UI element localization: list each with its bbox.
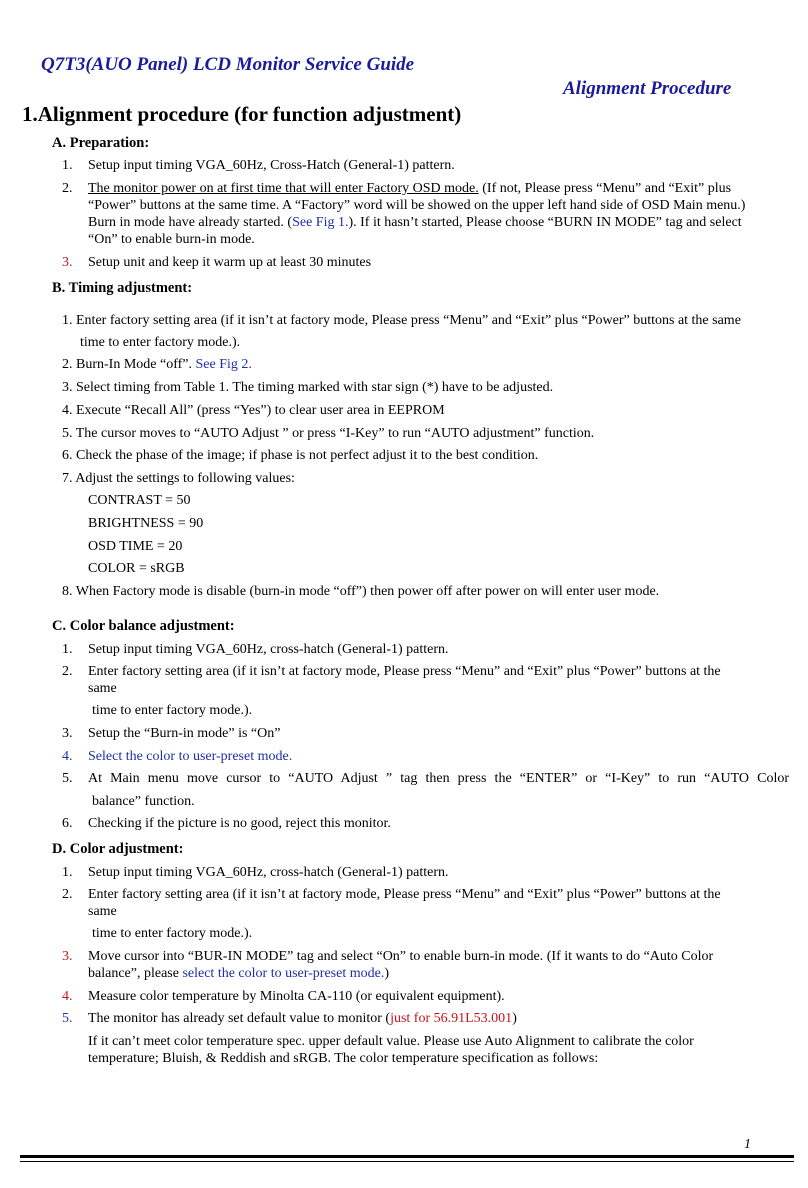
- list-item: 5. The cursor moves to “AUTO Adjust ” or press “I-Key” to run “AUTO adjustment” function.: [62, 426, 595, 441]
- text: Burn in mode have already started. (: [88, 215, 293, 230]
- main-heading: 1.Alignment procedure (for function adjustment): [22, 102, 462, 126]
- list-item: 1. Enter factory setting area (if it isn’t at factory mode, Please press “Menu” and “Exit” plus “Power” buttons at the same: [62, 313, 741, 328]
- list-item: [62, 356, 252, 373]
- list-item: Enter factory setting area (if it isn’t at factory mode, Please press “Menu” and “Exit” plus “Power” buttons at the: [88, 664, 721, 679]
- list-item: 7. Adjust the settings to following values:: [62, 471, 295, 486]
- list-item-cont: “On” to enable burn-in mode.: [88, 232, 255, 247]
- list-number: 1.: [62, 158, 73, 173]
- list-item: 6. Check the phase of the image; if phase is not perfect adjust it to the best condition.: [62, 448, 539, 463]
- list-item: 3. Select timing from Table 1. The timing marked with star sign (*) have to be adjusted.: [62, 380, 554, 395]
- highlight-text: select the color to user-preset mode.: [182, 966, 385, 981]
- fig-2-reference: See Fig 2.: [195, 357, 252, 372]
- list-item-cont: “Power” buttons at the same time. A “Factory” word will be showed on the upper left hand side of OSD Main menu.): [88, 198, 746, 213]
- list-number: 2.: [62, 664, 73, 679]
- list-item-cont: [88, 965, 389, 982]
- text: ): [384, 966, 389, 981]
- list-number: 3.: [62, 726, 73, 741]
- list-item-cont: temperature; Bluish, & Reddish and sRGB. The color temperature specification as follows:: [88, 1051, 599, 1066]
- list-item-cont: time to enter factory mode.).: [92, 703, 253, 718]
- list-item-cont: balance” function.: [92, 794, 195, 809]
- list-item: 8. When Factory mode is disable (burn-in mode “off”) then power off after power on will enter user mode.: [62, 584, 660, 599]
- list-item-cont: same: [88, 904, 117, 919]
- list-item: [88, 1010, 517, 1027]
- list-number: 3.: [62, 255, 73, 270]
- text: balance”, please: [88, 966, 183, 981]
- underlined-text: The monitor power on at first time that will enter Factory OSD mode.: [88, 181, 479, 196]
- document-title: Q7T3(AUO Panel) LCD Monitor Service Guide: [41, 54, 415, 75]
- document-section-title: Alignment Procedure: [563, 78, 732, 99]
- list-item: Measure color temperature by Minolta CA-110 (or equivalent equipment).: [88, 989, 505, 1004]
- fig-1-reference: See Fig 1.: [292, 215, 349, 230]
- list-number: 4.: [62, 989, 73, 1004]
- list-item-cont: time to enter factory mode.).: [92, 926, 253, 941]
- section-d-title: D. Color adjustment:: [52, 841, 184, 857]
- list-item: Setup the “Burn-in mode” is “On”: [88, 726, 281, 741]
- list-item: Select the color to user-preset mode.: [88, 749, 293, 764]
- section-c-title: C. Color balance adjustment:: [52, 618, 235, 634]
- list-item: At Main menu move cursor to “AUTO Adjust ” tag then press the “ENTER” or “I-Key” to run “AUTO Color: [88, 771, 789, 786]
- list-number: 2.: [62, 181, 73, 196]
- list-item: Setup input timing VGA_60Hz, Cross-Hatch (General-1) pattern.: [88, 158, 455, 173]
- setting-value: CONTRAST = 50: [88, 493, 191, 508]
- list-item: Checking if the picture is no good, reject this monitor.: [88, 816, 391, 831]
- footer-rule: [20, 1161, 794, 1162]
- list-number: 4.: [62, 749, 73, 764]
- list-number: 5.: [62, 1011, 73, 1026]
- list-number: 6.: [62, 816, 73, 831]
- setting-value: OSD TIME = 20: [88, 539, 183, 554]
- list-item-cont: [88, 214, 742, 231]
- list-item: Setup input timing VGA_60Hz, cross-hatch (General-1) pattern.: [88, 642, 449, 657]
- list-number: 1.: [62, 865, 73, 880]
- highlight-text: just for 56.91L53.001: [390, 1011, 513, 1026]
- list-item: Move cursor into “BUR-IN MODE” tag and select “On” to enable burn-in mode. (If it wants to do “Auto Color: [88, 949, 714, 964]
- list-number: 5.: [62, 771, 73, 786]
- text: ). If it hasn’t started, Please choose “BURN IN MODE” tag and select: [348, 215, 742, 230]
- list-item: 4. Execute “Recall All” (press “Yes”) to clear user area in EEPROM: [62, 403, 445, 418]
- section-b-title: B. Timing adjustment:: [52, 280, 193, 296]
- list-item-cont: same: [88, 681, 117, 696]
- footer-rule: [20, 1155, 794, 1158]
- list-item: Setup unit and keep it warm up at least 30 minutes: [88, 255, 372, 270]
- list-item: [88, 180, 731, 197]
- setting-value: COLOR = sRGB: [88, 561, 185, 576]
- setting-value: BRIGHTNESS = 90: [88, 516, 204, 531]
- page-number: 1: [744, 1137, 751, 1152]
- list-number: 3.: [62, 949, 73, 964]
- list-item: Setup input timing VGA_60Hz, cross-hatch (General-1) pattern.: [88, 865, 449, 880]
- list-number: 1.: [62, 642, 73, 657]
- text: 2. Burn-In Mode “off”.: [62, 357, 196, 372]
- text: (If not, Please press “Menu” and “Exit” plus: [478, 181, 732, 196]
- list-item: Enter factory setting area (if it isn’t at factory mode, Please press “Menu” and “Exit” plus “Power” buttons at the: [88, 887, 721, 902]
- list-item-cont: time to enter factory mode.).: [80, 335, 241, 350]
- list-item-cont: If it can’t meet color temperature spec. upper default value. Please use Auto Alignment to calibrate the color: [88, 1034, 694, 1049]
- section-a-title: A. Preparation:: [52, 135, 150, 151]
- text: The monitor has already set default value to monitor (: [88, 1011, 391, 1026]
- text: ): [512, 1011, 517, 1026]
- list-number: 2.: [62, 887, 73, 902]
